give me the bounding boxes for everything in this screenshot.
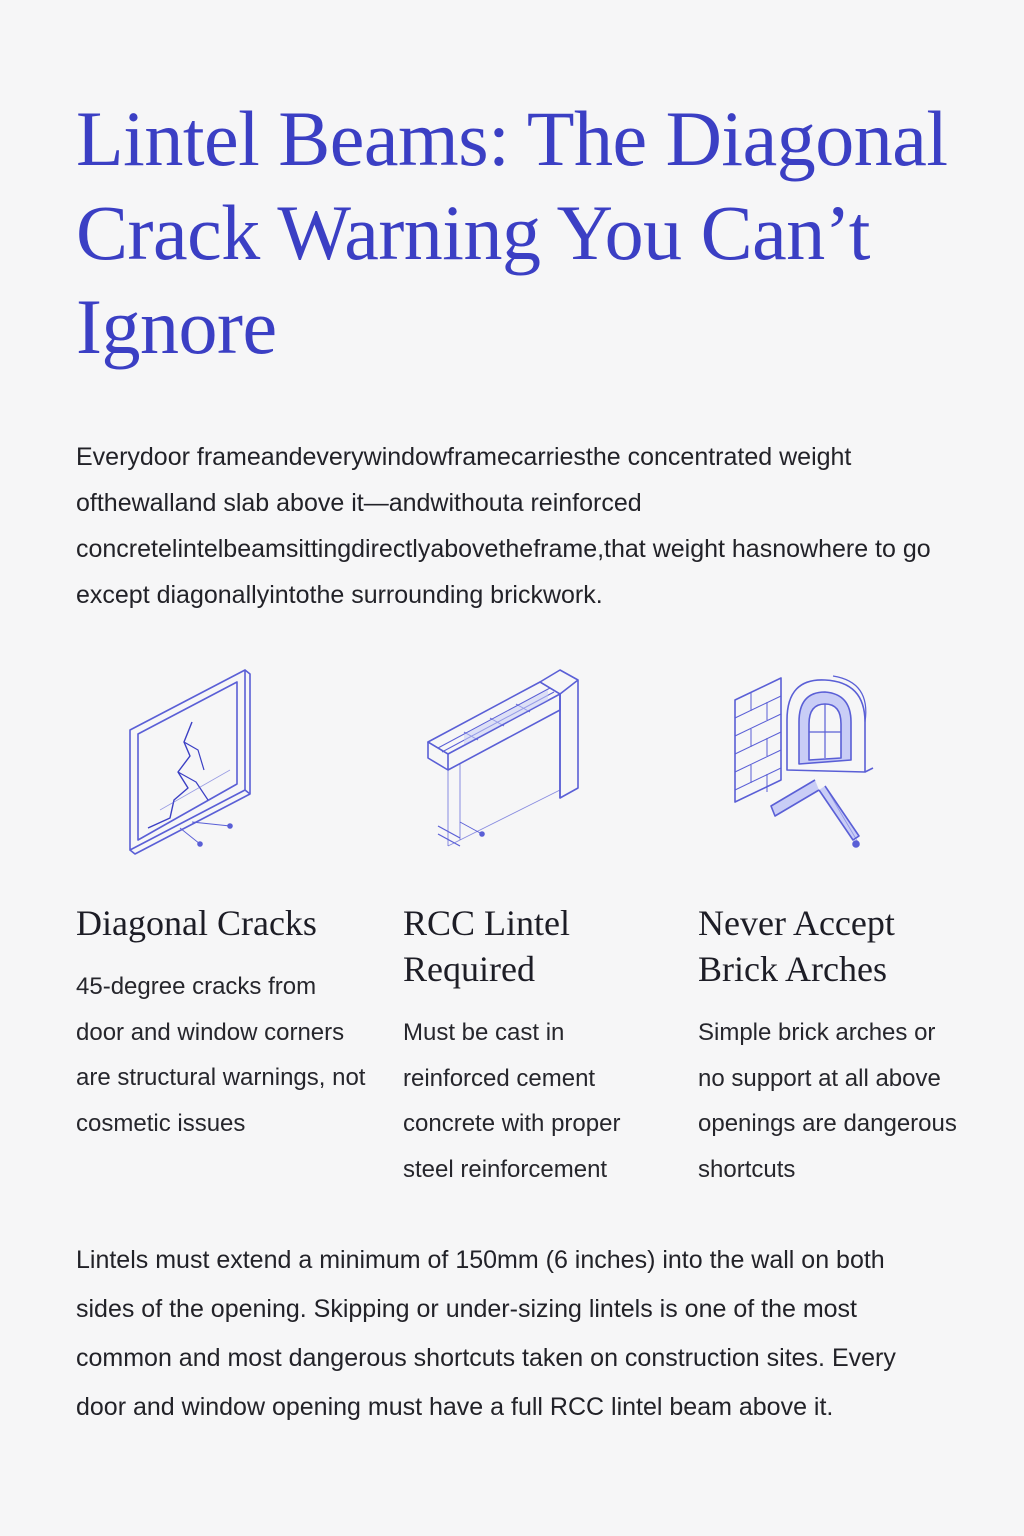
column-heading: Diagonal Cracks [76, 903, 317, 943]
cracked-window-icon [100, 660, 340, 860]
column-body: Simple brick arches or no support at all above openings are dangerous shortcuts [698, 1019, 957, 1183]
footer-paragraph: Lintels must extend a minimum of 150mm (6 inches) into the wall on both sides of the opening. Skipping or under-sizing lintels is one of the most common and most dangerous shortcuts taken on construction sites. Every door and window opening must have a full RCC lintel beam above it. [76, 1246, 896, 1421]
column-brick-arches [698, 900, 968, 1192]
column-body: Must be cast in reinforced cement concrete with proper steel reinforcement [403, 1019, 621, 1183]
column-rcc-lintel [403, 900, 653, 1192]
column-heading: Never Accept Brick Arches [698, 903, 895, 989]
brick-arch-icon [725, 660, 965, 860]
column-heading: RCC Lintel Required [403, 903, 571, 989]
intro-paragraph: Everydoor frameandeverywindowframecarriesthe concentrated weight ofthewalland slab above it—andwithouta reinforced concretelintelbeamsittingdirectlyabovetheframe,that weight hasnowhere to go except diagonallyintothe surrounding brickwork. [76, 443, 931, 609]
rcc-lintel-icon [420, 660, 660, 860]
column-body: 45-degree cracks from door and window corners are structural warnings, not cosmetic issues [76, 973, 366, 1137]
page-title: Lintel Beams: The Diagonal Crack Warning You Can’t Ignore [76, 95, 948, 370]
column-diagonal-cracks [76, 900, 366, 1146]
